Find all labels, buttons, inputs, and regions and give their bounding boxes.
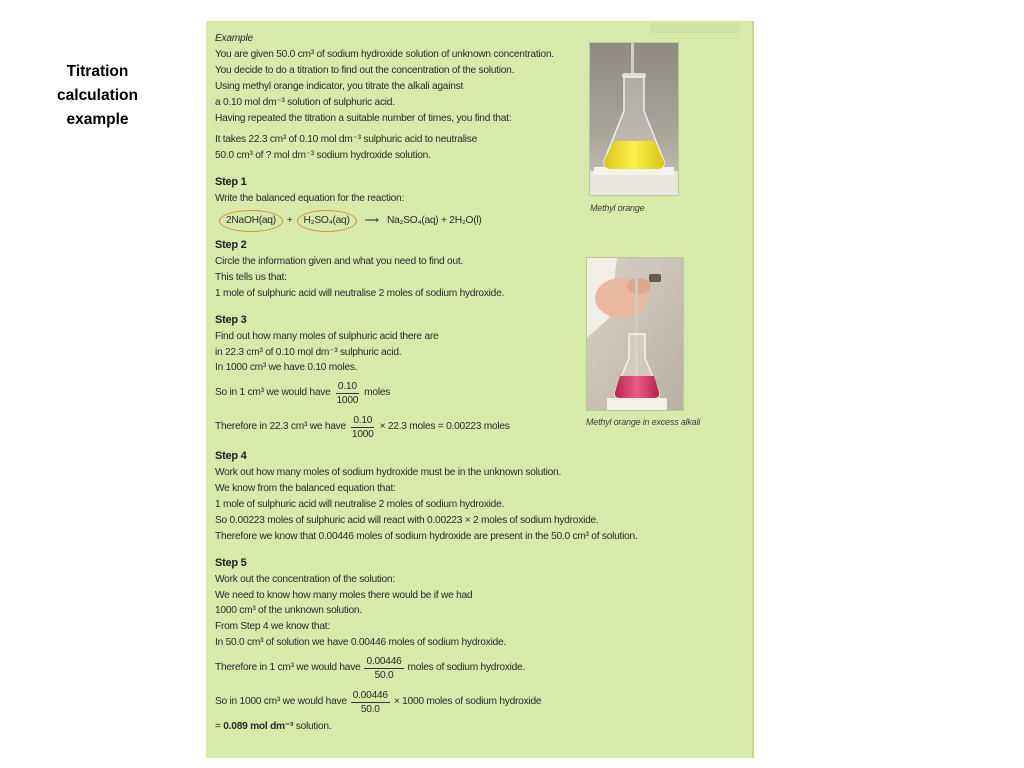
step-5-line: 1000 cm³ of the unknown solution. [215, 605, 362, 617]
fraction [335, 380, 361, 407]
fraction-suffix: × 1000 moles of sodium hydroxide [393, 696, 542, 708]
step-4-line: 1 mole of sulphuric acid will neutralise 2 moles of sodium hydroxide. [215, 499, 505, 511]
final-equals: = [215, 721, 221, 733]
final-answer-line [215, 719, 600, 735]
step-4-heading: Step 4 [215, 450, 247, 463]
balanced-equation [219, 209, 600, 233]
fraction-line [215, 685, 600, 719]
step-5-line: In 50.0 cm³ of solution we have 0.00446 moles of sodium hydroxide. [215, 637, 506, 649]
fraction [350, 414, 376, 441]
fraction-prefix: Therefore in 22.3 cm³ we have [215, 421, 346, 433]
finding-line: 50.0 cm³ of ? mol dm⁻³ sodium hydroxide solution. [215, 150, 431, 162]
final-answer: 0.089 mol dm⁻³ [223, 721, 294, 733]
fraction-suffix: moles of sodium hydroxide. [407, 662, 526, 674]
fraction [351, 689, 390, 716]
numerator: 0.00446 [352, 689, 388, 701]
step-4-line: So 0.00223 moles of sulphuric acid will react with 0.00223 × 2 moles of sodium hydroxide. [215, 514, 599, 526]
excess-alkali-photo [586, 257, 684, 411]
flask-yellow-illustration [590, 43, 678, 195]
step-2-line: 1 mole of sulphuric acid will neutralise 2 moles of sodium hydroxide. [215, 287, 505, 299]
step-4-line: Therefore we know that 0.00446 moles of sodium hydroxide are present in the 50.0 cm³ of solution. [215, 530, 638, 542]
fraction-suffix: moles [364, 387, 391, 399]
step-2-heading: Step 2 [215, 239, 247, 252]
fraction-prefix: So in 1000 cm³ we would have [215, 696, 347, 708]
step-3-line: in 22.3 cm³ of 0.10 mol dm⁻³ sulphuric acid. [215, 346, 402, 358]
step-4-line: We know from the balanced equation that: [215, 483, 396, 495]
denominator: 50.0 [360, 703, 380, 715]
finding-line: It takes 22.3 cm³ of 0.10 mol dm⁻³ sulphuric acid to neutralise [215, 134, 477, 146]
numerator: 0.10 [337, 380, 357, 392]
equation-arrow: ⟶ [364, 215, 379, 227]
fraction-line [215, 376, 600, 410]
intro-line: a 0.10 mol dm⁻³ solution of sulphuric acid. [215, 96, 395, 108]
step-1-heading: Step 1 [215, 176, 247, 189]
step-2-line: This tells us that: [215, 271, 287, 283]
fraction [364, 655, 403, 682]
step-2-line: Circle the information given and what you need to find out. [215, 255, 464, 267]
intro-line: You decide to do a titration to find out the concentration of the solution. [215, 64, 515, 76]
fraction-line [215, 651, 600, 685]
fraction-prefix: Therefore in 1 cm³ we would have [215, 662, 361, 674]
equation-plus: + [286, 215, 293, 227]
intro-line: Having repeated the titration a suitable number of times, you find that: [215, 112, 512, 124]
step-5-line: We need to know how many moles there would be if we had [215, 589, 473, 601]
step-5-line: Work out the concentration of the solution: [215, 573, 395, 585]
step-5-line: From Step 4 we know that: [215, 621, 330, 633]
intro-line: Using methyl orange indicator, you titrate the alkali against [215, 80, 464, 92]
circled-reactant: H₂SO₄(aq) [297, 210, 357, 232]
intro-line: You are given 50.0 cm³ of sodium hydroxide solution of unknown concentration. [215, 48, 554, 60]
circled-reactant: 2NaOH(aq) [219, 210, 283, 232]
flask-pink-illustration [587, 258, 683, 410]
denominator: 50.0 [374, 669, 394, 681]
fraction-prefix: So in 1 cm³ we would have [215, 387, 331, 399]
step-3-line: Find out how many moles of sulphuric acid there are [215, 330, 439, 342]
example-heading: Example [215, 33, 253, 44]
step-3-line: In 1000 cm³ we have 0.10 moles. [215, 362, 358, 374]
methyl-orange-photo [589, 42, 679, 196]
step-5-heading: Step 5 [215, 556, 247, 569]
page-text [215, 31, 638, 735]
step-3-heading: Step 3 [215, 313, 247, 326]
bleed-through-header [650, 23, 740, 33]
numerator: 0.00446 [366, 655, 402, 667]
step-4-line: Work out how many moles of sodium hydroxide must be in the unknown solution. [215, 467, 562, 479]
numerator: 0.10 [353, 414, 373, 426]
fraction-suffix: × 22.3 moles = 0.00223 moles [379, 421, 510, 433]
photo1-caption: Methyl orange [590, 203, 645, 213]
fraction-line [215, 410, 600, 444]
denominator: 1000 [351, 428, 374, 440]
photo2-caption: Methyl orange in excess alkali [586, 417, 701, 427]
denominator: 1000 [336, 394, 359, 406]
final-suffix: solution. [295, 721, 332, 733]
step-1-line: Write the balanced equation for the reaction: [215, 193, 405, 205]
equation-products: Na₂SO₄(aq) + 2H₂O(l) [386, 215, 482, 227]
textbook-page [206, 21, 754, 758]
slide-title: Titration calculation example [57, 63, 138, 128]
